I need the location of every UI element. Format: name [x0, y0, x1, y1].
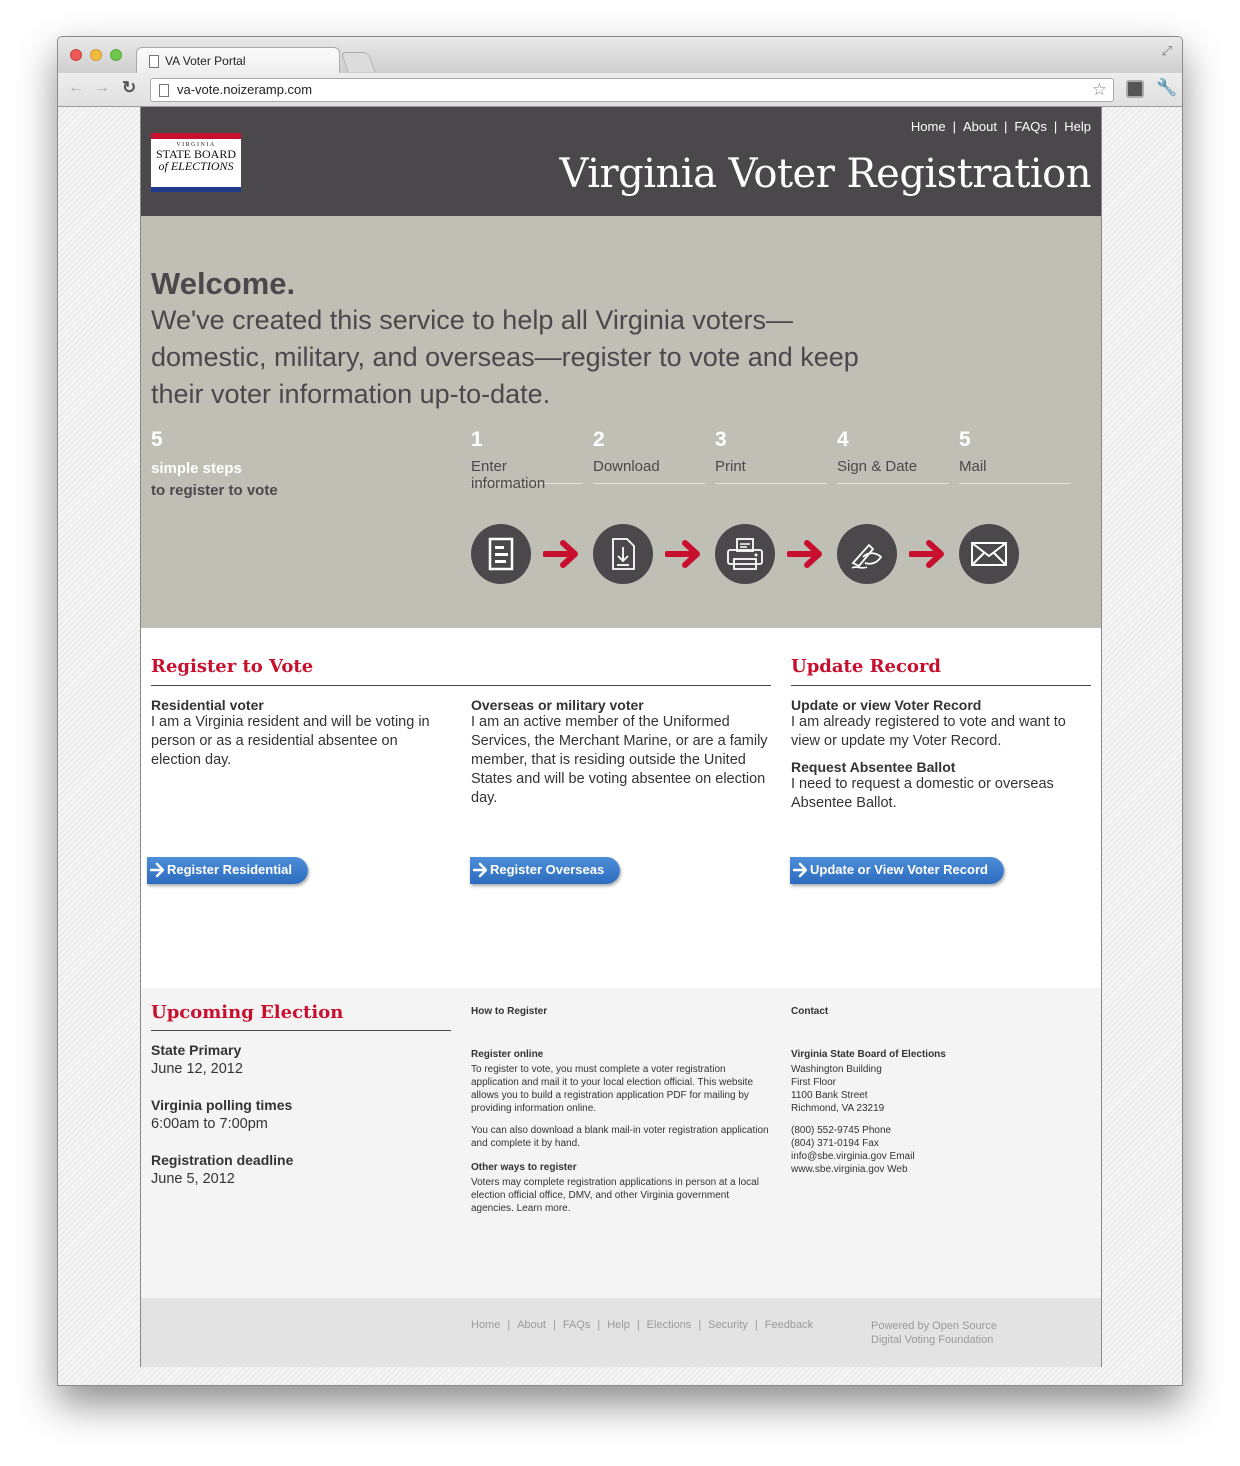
register-heading: Register to Vote	[151, 656, 314, 677]
election-item-title: Registration deadline	[151, 1152, 294, 1168]
close-window-button[interactable]	[70, 49, 82, 61]
printer-icon	[715, 524, 775, 584]
step-4: 4 Sign & Date	[837, 428, 949, 484]
register-residential-button[interactable]	[147, 857, 308, 884]
zoom-window-button[interactable]	[110, 49, 122, 61]
contact-fax: (804) 371-0194 Fax	[791, 1138, 879, 1149]
back-arrow-icon[interactable]: ←	[68, 79, 84, 96]
envelope-icon	[959, 524, 1019, 584]
welcome-text: We've created this service to help all Virginia voters—domestic, military, and overseas—register to vote and keep their voter information up-to-date.	[151, 305, 859, 409]
overseas-text: I am an active member of the Uniformed Services, the Merchant Marine, or are a family member, that is residing outside the United States and will be voting absentee on election day.	[471, 714, 768, 806]
footer-link-elections[interactable]: Elections	[646, 1319, 692, 1331]
powered-line-2: Digital Voting Foundation	[871, 1334, 994, 1346]
page-title: Virginia Voter Registration	[559, 151, 1091, 197]
step-3: 3 Print	[715, 428, 827, 484]
sign-icon	[837, 524, 897, 584]
info-section	[141, 988, 1101, 1298]
address-bar[interactable]	[150, 78, 1114, 102]
site-header	[141, 107, 1101, 216]
nav-faqs[interactable]: FAQs	[1014, 119, 1047, 134]
residential-text: I am a Virginia resident and will be voting in person or as a residential absentee on election day.	[151, 714, 430, 768]
button-label: Update or View Voter Record	[810, 862, 988, 877]
tab-title: VA Voter Portal	[165, 54, 246, 68]
nav-about[interactable]: About	[962, 119, 997, 134]
download-blank-text: You can also download a blank mail-in voter registration application and complete it by hand.	[471, 1125, 769, 1149]
extension-icon[interactable]	[1126, 80, 1144, 98]
browser-tab[interactable]	[136, 47, 340, 74]
welcome-heading: Welcome.	[151, 266, 296, 301]
overseas-title: Overseas or military voter	[471, 697, 644, 713]
residential-title: Residential voter	[151, 697, 264, 713]
register-online-text: To register to vote, you must complete a voter registration application and mail it to your local election official. This website allows you to build a registration application PDF for mailing by providing information online.	[471, 1064, 754, 1114]
step-5: 5 Mail	[959, 428, 1071, 484]
step-1: 1 Enter information	[471, 428, 583, 484]
logo-line-1: STATE BOARD	[155, 147, 237, 161]
logo-line-2: of ELECTIONS	[158, 159, 234, 173]
register-overseas-button[interactable]	[470, 857, 620, 884]
footer-link-home[interactable]: Home	[471, 1319, 501, 1331]
footer-links: Home | About | FAQs | Help | Elections | Security | Feedback	[471, 1319, 814, 1331]
welcome-hero	[141, 216, 1101, 628]
contact-web[interactable]: www.sbe.virginia.gov Web	[791, 1164, 908, 1175]
arrow-icon	[543, 537, 581, 571]
powered-line-1: Powered by Open Source	[871, 1320, 997, 1332]
election-item-title: State Primary	[151, 1042, 242, 1058]
page-icon	[159, 84, 169, 97]
wrench-icon[interactable]: 🔧	[1156, 78, 1178, 97]
arrow-icon	[665, 537, 703, 571]
site	[140, 107, 1102, 1367]
update-voter-record-button[interactable]	[790, 857, 1004, 884]
overseas-column	[471, 697, 771, 808]
steps-label: simple steps	[151, 460, 242, 477]
address-line: First Floor	[791, 1077, 836, 1088]
footer-link-help[interactable]: Help	[607, 1319, 630, 1331]
fullscreen-icon[interactable]: ⤢	[1161, 43, 1172, 58]
election-item-value: June 12, 2012	[151, 1061, 243, 1077]
arrow-right-icon	[793, 861, 807, 879]
register-online-title: Register online	[471, 1049, 544, 1060]
button-label: Register Overseas	[490, 862, 605, 877]
other-ways-text: Voters may complete registration applications in person at a local election official office, DMV, and other Virginia government agencies. Learn more.	[471, 1177, 759, 1214]
arrow-right-icon	[150, 861, 164, 879]
main-content	[141, 628, 1101, 988]
contact-phone: (800) 552-9745 Phone	[791, 1125, 892, 1136]
arrow-right-icon	[473, 861, 487, 879]
new-tab-button[interactable]	[340, 52, 375, 72]
arrow-icon	[909, 537, 947, 571]
update-view-text: I am already registered to vote and want to view or update my Voter Record.	[791, 714, 1066, 749]
steps-count: 5	[151, 428, 163, 451]
footer-link-about[interactable]: About	[517, 1319, 546, 1331]
how-to-register-heading: How to Register	[471, 1006, 548, 1017]
title-bar	[58, 37, 1182, 73]
bookmark-star-icon[interactable]: ☆	[1091, 80, 1107, 99]
divider	[151, 685, 771, 686]
upcoming-election-heading: Upcoming Election	[151, 1002, 344, 1023]
update-view-title: Update or view Voter Record	[791, 697, 982, 713]
update-column	[791, 697, 1091, 813]
footer-link-faqs[interactable]: FAQs	[562, 1319, 591, 1331]
other-ways-title: Other ways to register	[471, 1162, 577, 1173]
contact-heading: Contact	[791, 1006, 829, 1017]
button-label: Register Residential	[167, 862, 292, 877]
state-board-logo[interactable]	[151, 133, 241, 192]
update-heading: Update Record	[791, 656, 942, 677]
arrow-icon	[787, 537, 825, 571]
site-footer	[141, 1298, 1101, 1367]
browser-toolbar	[58, 73, 1182, 107]
logo-top-text: VIRGINIA	[176, 142, 216, 148]
form-icon	[471, 524, 531, 584]
residential-column	[151, 697, 451, 770]
election-item-value: June 5, 2012	[151, 1171, 235, 1187]
nav-help[interactable]: Help	[1064, 119, 1091, 134]
url-text: va-vote.noizeramp.com	[177, 82, 313, 97]
top-nav: Home | About | FAQs | Help	[910, 119, 1091, 134]
address-line: Richmond, VA 23219	[791, 1103, 885, 1114]
steps-sublabel: to register to vote	[151, 482, 278, 499]
page-viewport	[58, 107, 1182, 1386]
divider	[791, 685, 1091, 686]
minimize-window-button[interactable]	[90, 49, 102, 61]
divider	[151, 1030, 451, 1031]
election-item-title: Virginia polling times	[151, 1097, 293, 1113]
contact-org: Virginia State Board of Elections	[791, 1049, 946, 1060]
powered-by[interactable]	[871, 1319, 997, 1347]
election-item-value: 6:00am to 7:00pm	[151, 1116, 268, 1132]
absentee-text: I need to request a domestic or overseas Absentee Ballot.	[791, 776, 1054, 811]
address-line: 1100 Bank Street	[791, 1090, 868, 1101]
reload-icon[interactable]: ↻	[122, 78, 137, 97]
footer-link-feedback[interactable]: Feedback	[764, 1319, 814, 1331]
step-2: 2 Download	[593, 428, 705, 484]
nav-home[interactable]: Home	[910, 119, 946, 134]
footer-link-security[interactable]: Security	[708, 1319, 748, 1331]
absentee-title: Request Absentee Ballot	[791, 759, 956, 775]
download-icon	[593, 524, 653, 584]
forward-arrow-icon[interactable]: →	[94, 79, 110, 96]
browser-window	[57, 36, 1183, 1386]
address-line: Washington Building	[791, 1064, 882, 1075]
contact-email[interactable]: info@sbe.virginia.gov Email	[791, 1151, 915, 1162]
page-icon	[149, 55, 159, 68]
